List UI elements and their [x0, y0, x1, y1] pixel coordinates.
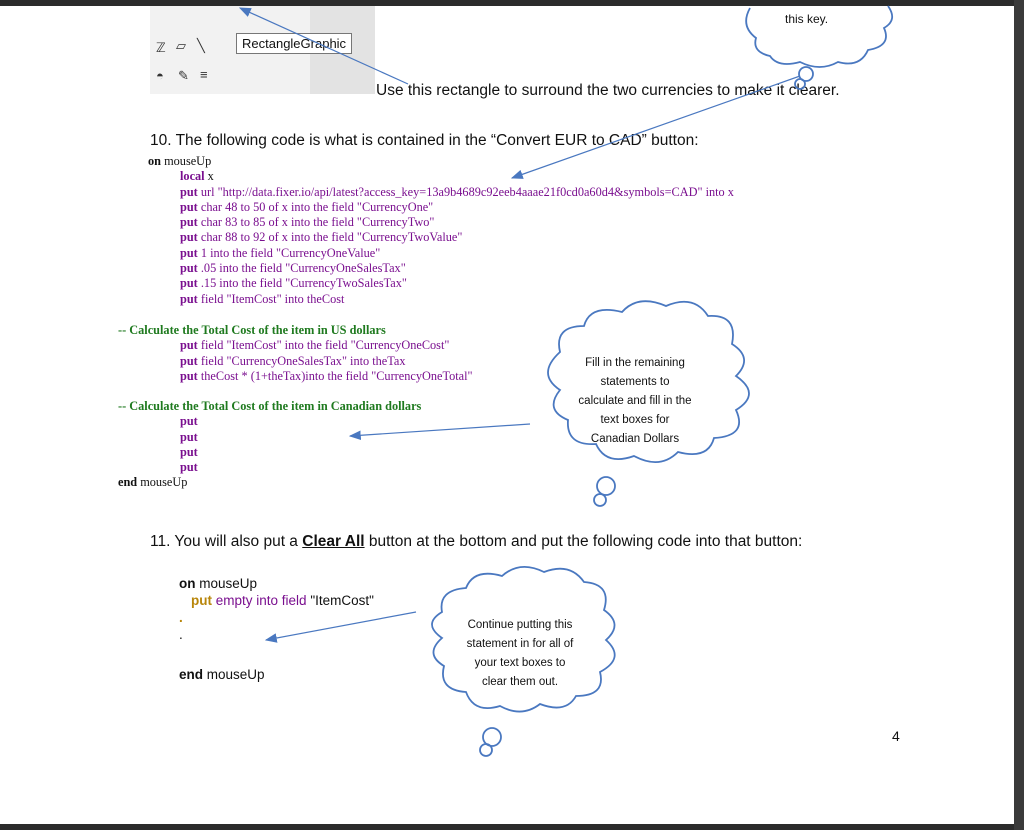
code-line: char 48 to 50 of x into the field "CurrencyOne" — [200, 199, 434, 214]
cloud-top-text: this key. — [785, 12, 829, 26]
page-number: 4 — [892, 728, 900, 744]
code-line: char 88 to 92 of x into the field "CurrencyTwoValue" — [200, 230, 463, 245]
code-line: 1 into the field "CurrencyOneValue" — [200, 245, 381, 260]
code-line: char 83 to 85 of x into the field "CurrencyTwo" — [200, 215, 435, 230]
code-dot: . — [179, 610, 183, 625]
cloud-middle-line: calculate and fill in the — [578, 395, 692, 407]
code-mouseup: mouseUp — [164, 154, 212, 168]
code-line-url: url "http://data.fixer.io/api/latest?access_key=13a9b4689c92eeb4aaae21f0cd0a60d4&symbols=CAD" into x — [200, 184, 734, 199]
cloud-bottom-line: statement in for all of — [466, 638, 574, 650]
code-line: .05 into the field "CurrencyOneSalesTax" — [200, 261, 406, 276]
code-on: on — [179, 576, 196, 591]
code-put: put — [180, 199, 198, 214]
tool-tooltip: RectangleGraphic — [236, 33, 352, 54]
cloud-bottom-line: Continue putting this — [467, 619, 573, 631]
code-end: end — [118, 475, 138, 490]
pencil-icon: ✎ — [178, 68, 189, 83]
code-dot: . — [179, 627, 183, 642]
code-put: put — [180, 215, 198, 230]
code-put: put — [180, 353, 198, 368]
code-end-mouseup: mouseUp — [206, 667, 265, 682]
arrow-to-url — [512, 76, 800, 178]
cloud-top — [746, 6, 892, 67]
line-icon: ╲ — [197, 38, 205, 53]
code-end: end — [179, 667, 204, 682]
cloud-middle-line: text boxes for — [600, 414, 670, 426]
step-11-suffix: button at the bottom and put the following code into that button: — [368, 533, 803, 550]
code-put: put — [180, 230, 198, 245]
code-put: put — [191, 593, 212, 608]
cloud-middle-bubble — [597, 477, 615, 495]
step-11-prefix: 11. You will also put a — [150, 533, 298, 550]
cloud-middle-line: Canadian Dollars — [590, 433, 680, 445]
arrow-to-put-lines — [350, 424, 530, 436]
bucket-icon: ◓ — [156, 68, 164, 83]
code-put: put — [180, 245, 198, 260]
code-put-blank: put — [180, 444, 198, 459]
code-field-name: "ItemCost" — [310, 593, 374, 608]
code-line: theCost * (1+theTax)into the field "CurrencyOneTotal" — [200, 368, 473, 383]
code-put: put — [180, 291, 198, 306]
code-put: put — [180, 338, 198, 353]
cloud-bottom — [432, 567, 615, 712]
code-put: put — [180, 368, 198, 383]
code-line: .15 into the field "CurrencyTwoSalesTax" — [200, 276, 407, 291]
menu-icon: ≡ — [200, 67, 208, 82]
window-right-bar — [1014, 0, 1024, 830]
code-put-blank: put — [180, 429, 198, 444]
cloud-bottom-bubble — [480, 744, 492, 756]
arrow-to-dots — [266, 612, 416, 640]
code-mouseup: mouseUp — [199, 576, 258, 591]
rectangle-caption: Use this rectangle to surround the two currencies to make it clearer. — [376, 82, 840, 99]
polygon-icon: ▱ — [176, 38, 186, 53]
code-local-var: x — [207, 169, 214, 184]
step-11-clear-all: Clear All — [302, 533, 365, 550]
code-line: field "CurrencyOneSalesTax" into theTax — [200, 353, 406, 368]
freehand-icon: ℤ — [156, 40, 166, 55]
code-on: on — [148, 154, 161, 168]
cloud-bottom-line: your text boxes to — [474, 657, 566, 669]
cloud-bottom-line: clear them out. — [481, 676, 559, 688]
arrow-to-tool — [240, 8, 408, 84]
code-put-blank: put — [180, 414, 198, 429]
code-line: field "ItemCost" into the field "CurrencyOneCost" — [200, 338, 450, 353]
code-empty: empty into field — [215, 593, 307, 608]
code-local: local — [180, 169, 205, 184]
code-put-blank: put — [180, 460, 198, 475]
cloud-top-bubble — [795, 79, 805, 89]
comment-cad: -- Calculate the Total Cost of the item in Canadian dollars — [118, 399, 422, 413]
code-put: put — [180, 276, 198, 291]
code-end-mouseup: mouseUp — [140, 475, 188, 490]
cloud-middle-line: Fill in the remaining — [585, 357, 685, 369]
comment-us: -- Calculate the Total Cost of the item in US dollars — [118, 323, 386, 337]
cloud-middle-line: statements to — [600, 376, 670, 388]
cloud-middle — [548, 301, 749, 462]
step-10-heading: 10. The following code is what is contained in the “Convert EUR to CAD” button: — [150, 132, 699, 149]
code-line: field "ItemCost" into theCost — [200, 291, 345, 306]
cloud-middle-bubble — [594, 494, 606, 506]
code-put: put — [180, 261, 198, 276]
code-put: put — [180, 184, 198, 199]
